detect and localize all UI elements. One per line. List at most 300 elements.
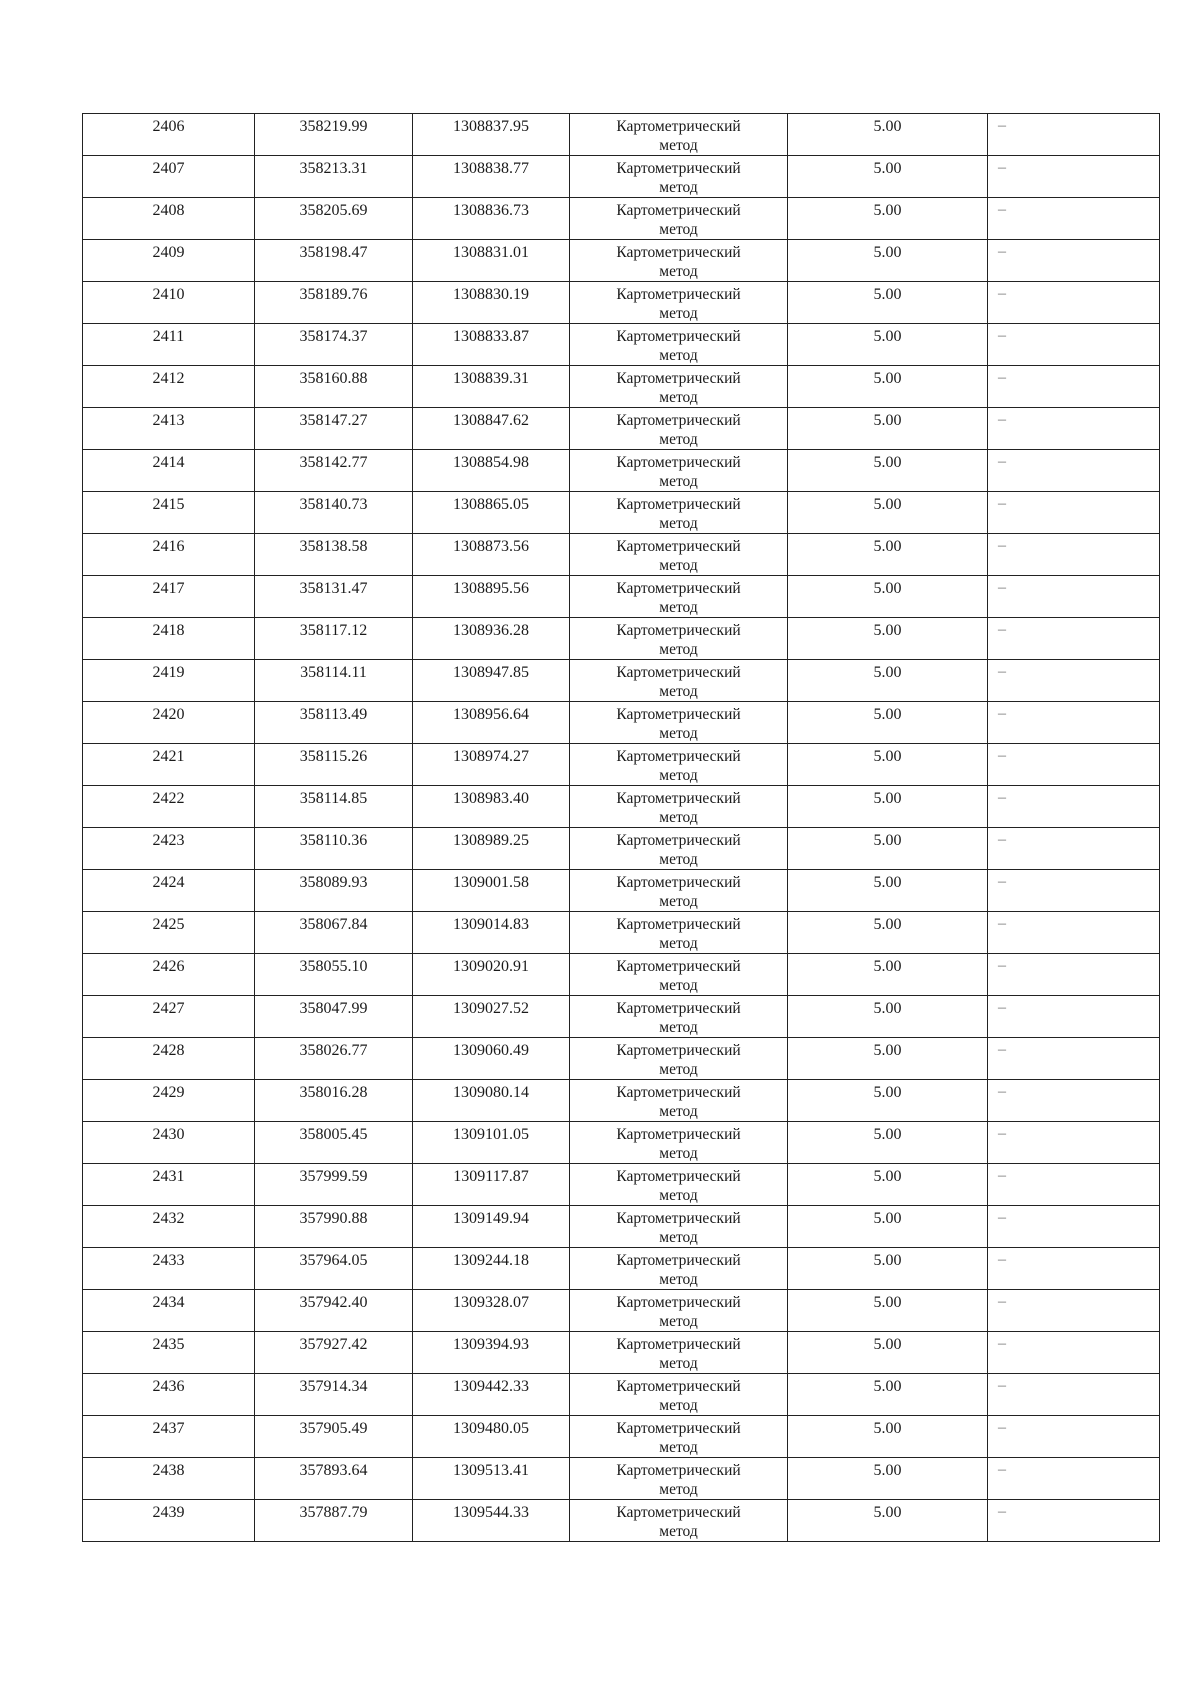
point-number: 2439 bbox=[152, 1504, 185, 1521]
method-line-1: Картометрический bbox=[616, 748, 741, 765]
x-coordinate-cell bbox=[255, 1416, 413, 1458]
y-coordinate: 1308974.27 bbox=[453, 748, 529, 765]
accuracy-cell bbox=[788, 1500, 988, 1542]
method-line-1: Картометрический bbox=[616, 454, 741, 471]
method-line-2: метод bbox=[659, 767, 698, 784]
y-coordinate-cell bbox=[413, 870, 570, 912]
method-line-1: Картометрический bbox=[616, 916, 741, 933]
x-coordinate-cell bbox=[255, 198, 413, 240]
method-line-2: метод bbox=[659, 1355, 698, 1372]
method-line-1: Картометрический bbox=[616, 874, 741, 891]
y-coordinate-cell bbox=[413, 534, 570, 576]
x-coordinate-cell bbox=[255, 1458, 413, 1500]
accuracy-value: 5.00 bbox=[873, 1126, 902, 1143]
method-line-2: метод bbox=[659, 1145, 698, 1162]
point-number: 2423 bbox=[152, 832, 185, 849]
point-number: 2421 bbox=[152, 748, 185, 765]
method-line-1: Картометрический bbox=[616, 958, 741, 975]
y-coordinate: 1309513.41 bbox=[453, 1462, 529, 1479]
method-line-2: метод bbox=[659, 683, 698, 700]
note-cell bbox=[988, 744, 1160, 786]
method-line-2: метод bbox=[659, 305, 698, 322]
x-coordinate: 357914.34 bbox=[299, 1378, 368, 1395]
table-row bbox=[83, 870, 1160, 912]
accuracy-cell bbox=[788, 618, 988, 660]
point-number-cell bbox=[83, 1332, 255, 1374]
point-number: 2433 bbox=[152, 1252, 185, 1269]
accuracy-value: 5.00 bbox=[873, 622, 902, 639]
note-cell bbox=[988, 786, 1160, 828]
point-number: 2410 bbox=[152, 286, 185, 303]
y-coordinate-cell bbox=[413, 828, 570, 870]
method-cell bbox=[570, 324, 788, 366]
note-cell bbox=[988, 828, 1160, 870]
point-number-cell bbox=[83, 1458, 255, 1500]
method-line-1: Картометрический bbox=[616, 244, 741, 261]
method-cell bbox=[570, 534, 788, 576]
method-cell bbox=[570, 954, 788, 996]
point-number-cell bbox=[83, 1248, 255, 1290]
accuracy-cell bbox=[788, 870, 988, 912]
table-row bbox=[83, 156, 1160, 198]
x-coordinate: 357927.42 bbox=[299, 1336, 368, 1353]
note-cell bbox=[988, 618, 1160, 660]
method-cell bbox=[570, 1080, 788, 1122]
point-number: 2413 bbox=[152, 412, 185, 429]
accuracy-value: 5.00 bbox=[873, 916, 902, 933]
point-number-cell bbox=[83, 492, 255, 534]
method-cell bbox=[570, 1374, 788, 1416]
y-coordinate: 1309001.58 bbox=[453, 874, 529, 891]
point-number: 2416 bbox=[152, 538, 185, 555]
method-cell bbox=[570, 1416, 788, 1458]
method-line-1: Картометрический bbox=[616, 706, 741, 723]
x-coordinate: 358142.77 bbox=[299, 454, 368, 471]
note-cell bbox=[988, 1500, 1160, 1542]
accuracy-cell bbox=[788, 198, 988, 240]
method-line-1: Картометрический bbox=[616, 412, 741, 429]
table-row bbox=[83, 786, 1160, 828]
note-cell bbox=[988, 1290, 1160, 1332]
note-value: – bbox=[998, 1293, 1006, 1310]
accuracy-cell bbox=[788, 576, 988, 618]
x-coordinate-cell bbox=[255, 1038, 413, 1080]
note-value: – bbox=[998, 1209, 1006, 1226]
method-cell bbox=[570, 744, 788, 786]
accuracy-value: 5.00 bbox=[873, 790, 902, 807]
point-number-cell bbox=[83, 1080, 255, 1122]
table-row bbox=[83, 1500, 1160, 1542]
point-number: 2434 bbox=[152, 1294, 185, 1311]
method-line-2: метод bbox=[659, 347, 698, 364]
point-number-cell bbox=[83, 1206, 255, 1248]
x-coordinate-cell bbox=[255, 240, 413, 282]
note-cell bbox=[988, 1458, 1160, 1500]
point-number-cell bbox=[83, 828, 255, 870]
point-number: 2418 bbox=[152, 622, 185, 639]
y-coordinate: 1308983.40 bbox=[453, 790, 529, 807]
note-value: – bbox=[998, 537, 1006, 554]
point-number-cell bbox=[83, 954, 255, 996]
x-coordinate: 358213.31 bbox=[299, 160, 368, 177]
point-number: 2429 bbox=[152, 1084, 185, 1101]
note-cell bbox=[988, 1038, 1160, 1080]
method-line-2: метод bbox=[659, 221, 698, 238]
accuracy-value: 5.00 bbox=[873, 328, 902, 345]
x-coordinate-cell bbox=[255, 492, 413, 534]
method-line-2: метод bbox=[659, 389, 698, 406]
x-coordinate-cell bbox=[255, 618, 413, 660]
accuracy-cell bbox=[788, 1248, 988, 1290]
x-coordinate: 358089.93 bbox=[299, 874, 368, 891]
y-coordinate-cell bbox=[413, 1038, 570, 1080]
accuracy-value: 5.00 bbox=[873, 580, 902, 597]
accuracy-value: 5.00 bbox=[873, 286, 902, 303]
x-coordinate: 357887.79 bbox=[299, 1504, 368, 1521]
accuracy-value: 5.00 bbox=[873, 832, 902, 849]
accuracy-cell bbox=[788, 744, 988, 786]
point-number-cell bbox=[83, 702, 255, 744]
note-value: – bbox=[998, 495, 1006, 512]
method-cell bbox=[570, 1122, 788, 1164]
accuracy-cell bbox=[788, 1122, 988, 1164]
x-coordinate: 358174.37 bbox=[299, 328, 368, 345]
y-coordinate: 1309027.52 bbox=[453, 1000, 529, 1017]
x-coordinate: 357999.59 bbox=[299, 1168, 368, 1185]
note-value: – bbox=[998, 411, 1006, 428]
accuracy-cell bbox=[788, 1080, 988, 1122]
point-number-cell bbox=[83, 198, 255, 240]
note-cell bbox=[988, 114, 1160, 156]
y-coordinate-cell bbox=[413, 702, 570, 744]
table-row bbox=[83, 702, 1160, 744]
note-value: – bbox=[998, 621, 1006, 638]
y-coordinate-cell bbox=[413, 1290, 570, 1332]
x-coordinate-cell bbox=[255, 702, 413, 744]
method-line-1: Картометрический bbox=[616, 1336, 741, 1353]
method-line-2: метод bbox=[659, 1229, 698, 1246]
method-cell bbox=[570, 1038, 788, 1080]
accuracy-cell bbox=[788, 1164, 988, 1206]
x-coordinate-cell bbox=[255, 282, 413, 324]
note-value: – bbox=[998, 1041, 1006, 1058]
accuracy-cell bbox=[788, 282, 988, 324]
table-row bbox=[83, 1080, 1160, 1122]
y-coordinate: 1308847.62 bbox=[453, 412, 529, 429]
point-number-cell bbox=[83, 366, 255, 408]
x-coordinate-cell bbox=[255, 912, 413, 954]
x-coordinate: 358205.69 bbox=[299, 202, 368, 219]
method-line-2: метод bbox=[659, 1397, 698, 1414]
method-line-2: метод bbox=[659, 557, 698, 574]
point-number: 2431 bbox=[152, 1168, 185, 1185]
note-cell bbox=[988, 1416, 1160, 1458]
method-line-2: метод bbox=[659, 977, 698, 994]
point-number: 2411 bbox=[152, 328, 185, 345]
point-number-cell bbox=[83, 324, 255, 366]
accuracy-cell bbox=[788, 1290, 988, 1332]
note-value: – bbox=[998, 243, 1006, 260]
point-number-cell bbox=[83, 912, 255, 954]
y-coordinate: 1309149.94 bbox=[453, 1210, 529, 1227]
x-coordinate-cell bbox=[255, 1164, 413, 1206]
x-coordinate: 358114.85 bbox=[299, 790, 368, 807]
x-coordinate: 358047.99 bbox=[299, 1000, 368, 1017]
note-cell bbox=[988, 282, 1160, 324]
y-coordinate-cell bbox=[413, 1206, 570, 1248]
method-line-1: Картометрический bbox=[616, 1462, 741, 1479]
table-row bbox=[83, 828, 1160, 870]
y-coordinate: 1308895.56 bbox=[453, 580, 529, 597]
note-cell bbox=[988, 1122, 1160, 1164]
accuracy-cell bbox=[788, 450, 988, 492]
y-coordinate-cell bbox=[413, 996, 570, 1038]
note-value: – bbox=[998, 1419, 1006, 1436]
note-value: – bbox=[998, 915, 1006, 932]
table-row bbox=[83, 1332, 1160, 1374]
table-row bbox=[83, 408, 1160, 450]
x-coordinate-cell bbox=[255, 1374, 413, 1416]
note-value: – bbox=[998, 369, 1006, 386]
accuracy-value: 5.00 bbox=[873, 1378, 902, 1395]
method-line-1: Картометрический bbox=[616, 622, 741, 639]
y-coordinate: 1309442.33 bbox=[453, 1378, 529, 1395]
note-value: – bbox=[998, 999, 1006, 1016]
point-number: 2427 bbox=[152, 1000, 185, 1017]
method-line-2: метод bbox=[659, 137, 698, 154]
method-cell bbox=[570, 996, 788, 1038]
table-row bbox=[83, 954, 1160, 996]
point-number-cell bbox=[83, 450, 255, 492]
y-coordinate: 1308833.87 bbox=[453, 328, 529, 345]
method-cell bbox=[570, 156, 788, 198]
method-cell bbox=[570, 282, 788, 324]
point-number-cell bbox=[83, 996, 255, 1038]
accuracy-cell bbox=[788, 828, 988, 870]
y-coordinate-cell bbox=[413, 492, 570, 534]
y-coordinate-cell bbox=[413, 324, 570, 366]
method-line-2: метод bbox=[659, 599, 698, 616]
method-line-1: Картометрический bbox=[616, 1000, 741, 1017]
point-number-cell bbox=[83, 282, 255, 324]
y-coordinate: 1308831.01 bbox=[453, 244, 529, 261]
table-row bbox=[83, 1416, 1160, 1458]
x-coordinate: 358026.77 bbox=[299, 1042, 368, 1059]
accuracy-value: 5.00 bbox=[873, 1252, 902, 1269]
y-coordinate: 1308830.19 bbox=[453, 286, 529, 303]
method-cell bbox=[570, 828, 788, 870]
y-coordinate-cell bbox=[413, 240, 570, 282]
method-line-2: метод bbox=[659, 179, 698, 196]
method-line-1: Картометрический bbox=[616, 664, 741, 681]
method-cell bbox=[570, 198, 788, 240]
point-number: 2420 bbox=[152, 706, 185, 723]
y-coordinate: 1308865.05 bbox=[453, 496, 529, 513]
note-value: – bbox=[998, 285, 1006, 302]
note-cell bbox=[988, 198, 1160, 240]
note-value: – bbox=[998, 327, 1006, 344]
table-row bbox=[83, 576, 1160, 618]
x-coordinate-cell bbox=[255, 366, 413, 408]
note-value: – bbox=[998, 873, 1006, 890]
x-coordinate: 358110.36 bbox=[299, 832, 368, 849]
method-line-1: Картометрический bbox=[616, 1378, 741, 1395]
method-line-1: Картометрический bbox=[616, 1168, 741, 1185]
method-line-2: метод bbox=[659, 1481, 698, 1498]
x-coordinate-cell bbox=[255, 996, 413, 1038]
method-cell bbox=[570, 408, 788, 450]
method-line-2: метод bbox=[659, 1103, 698, 1120]
x-coordinate-cell bbox=[255, 744, 413, 786]
y-coordinate: 1308989.25 bbox=[453, 832, 529, 849]
method-line-2: метод bbox=[659, 263, 698, 280]
table-row bbox=[83, 1038, 1160, 1080]
note-cell bbox=[988, 1206, 1160, 1248]
y-coordinate-cell bbox=[413, 660, 570, 702]
note-cell bbox=[988, 870, 1160, 912]
x-coordinate-cell bbox=[255, 870, 413, 912]
y-coordinate-cell bbox=[413, 282, 570, 324]
method-line-1: Картометрический bbox=[616, 1294, 741, 1311]
note-cell bbox=[988, 1080, 1160, 1122]
point-number: 2428 bbox=[152, 1042, 185, 1059]
method-line-2: метод bbox=[659, 1271, 698, 1288]
method-line-2: метод bbox=[659, 1187, 698, 1204]
point-number-cell bbox=[83, 240, 255, 282]
point-number-cell bbox=[83, 156, 255, 198]
table-row bbox=[83, 744, 1160, 786]
method-line-2: метод bbox=[659, 1061, 698, 1078]
method-cell bbox=[570, 1290, 788, 1332]
point-number: 2408 bbox=[152, 202, 185, 219]
accuracy-value: 5.00 bbox=[873, 412, 902, 429]
x-coordinate-cell bbox=[255, 1290, 413, 1332]
method-cell bbox=[570, 912, 788, 954]
note-cell bbox=[988, 366, 1160, 408]
y-coordinate-cell bbox=[413, 1248, 570, 1290]
y-coordinate-cell bbox=[413, 198, 570, 240]
x-coordinate-cell bbox=[255, 1248, 413, 1290]
y-coordinate-cell bbox=[413, 450, 570, 492]
y-coordinate: 1309480.05 bbox=[453, 1420, 529, 1437]
point-number: 2407 bbox=[152, 160, 185, 177]
point-number-cell bbox=[83, 1038, 255, 1080]
method-line-2: метод bbox=[659, 851, 698, 868]
table-row bbox=[83, 618, 1160, 660]
method-line-1: Картометрический bbox=[616, 580, 741, 597]
y-coordinate: 1308839.31 bbox=[453, 370, 529, 387]
table-row bbox=[83, 1122, 1160, 1164]
accuracy-value: 5.00 bbox=[873, 1042, 902, 1059]
note-value: – bbox=[998, 1251, 1006, 1268]
x-coordinate-cell bbox=[255, 1332, 413, 1374]
note-cell bbox=[988, 156, 1160, 198]
y-coordinate-cell bbox=[413, 1416, 570, 1458]
accuracy-value: 5.00 bbox=[873, 370, 902, 387]
y-coordinate: 1309020.91 bbox=[453, 958, 529, 975]
note-value: – bbox=[998, 579, 1006, 596]
method-cell bbox=[570, 870, 788, 912]
table-row bbox=[83, 1206, 1160, 1248]
accuracy-cell bbox=[788, 702, 988, 744]
point-number: 2415 bbox=[152, 496, 185, 513]
note-cell bbox=[988, 702, 1160, 744]
method-line-1: Картометрический bbox=[616, 832, 741, 849]
accuracy-value: 5.00 bbox=[873, 664, 902, 681]
accuracy-value: 5.00 bbox=[873, 1462, 902, 1479]
accuracy-cell bbox=[788, 324, 988, 366]
method-line-1: Картометрический bbox=[616, 328, 741, 345]
method-cell bbox=[570, 1500, 788, 1542]
method-line-1: Картометрический bbox=[616, 790, 741, 807]
point-number-cell bbox=[83, 870, 255, 912]
table-row bbox=[83, 324, 1160, 366]
method-cell bbox=[570, 1248, 788, 1290]
method-cell bbox=[570, 576, 788, 618]
y-coordinate: 1308947.85 bbox=[453, 664, 529, 681]
y-coordinate-cell bbox=[413, 114, 570, 156]
y-coordinate-cell bbox=[413, 1500, 570, 1542]
x-coordinate: 357942.40 bbox=[299, 1294, 368, 1311]
point-number: 2430 bbox=[152, 1126, 185, 1143]
point-number-cell bbox=[83, 1122, 255, 1164]
accuracy-value: 5.00 bbox=[873, 118, 902, 135]
point-number-cell bbox=[83, 114, 255, 156]
y-coordinate-cell bbox=[413, 744, 570, 786]
y-coordinate-cell bbox=[413, 954, 570, 996]
y-coordinate: 1308873.56 bbox=[453, 538, 529, 555]
note-cell bbox=[988, 492, 1160, 534]
note-value: – bbox=[998, 663, 1006, 680]
accuracy-value: 5.00 bbox=[873, 454, 902, 471]
table-row bbox=[83, 1290, 1160, 1332]
method-line-1: Картометрический bbox=[616, 538, 741, 555]
y-coordinate-cell bbox=[413, 786, 570, 828]
accuracy-cell bbox=[788, 114, 988, 156]
x-coordinate-cell bbox=[255, 576, 413, 618]
accuracy-cell bbox=[788, 996, 988, 1038]
point-number: 2419 bbox=[152, 664, 185, 681]
note-cell bbox=[988, 1248, 1160, 1290]
x-coordinate-cell bbox=[255, 1122, 413, 1164]
point-number-cell bbox=[83, 1500, 255, 1542]
x-coordinate: 358117.12 bbox=[299, 622, 368, 639]
x-coordinate-cell bbox=[255, 450, 413, 492]
note-cell bbox=[988, 450, 1160, 492]
note-value: – bbox=[998, 453, 1006, 470]
y-coordinate: 1309117.87 bbox=[453, 1168, 529, 1185]
method-cell bbox=[570, 702, 788, 744]
x-coordinate: 357990.88 bbox=[299, 1210, 368, 1227]
method-cell bbox=[570, 114, 788, 156]
method-line-1: Картометрический bbox=[616, 202, 741, 219]
x-coordinate: 358055.10 bbox=[299, 958, 368, 975]
accuracy-cell bbox=[788, 660, 988, 702]
y-coordinate-cell bbox=[413, 1374, 570, 1416]
y-coordinate: 1309328.07 bbox=[453, 1294, 529, 1311]
method-line-1: Картометрический bbox=[616, 1210, 741, 1227]
accuracy-cell bbox=[788, 492, 988, 534]
method-line-1: Картометрический bbox=[616, 1252, 741, 1269]
y-coordinate: 1308936.28 bbox=[453, 622, 529, 639]
y-coordinate-cell bbox=[413, 1080, 570, 1122]
x-coordinate: 358067.84 bbox=[299, 916, 368, 933]
method-line-1: Картометрический bbox=[616, 1042, 741, 1059]
method-line-2: метод bbox=[659, 1019, 698, 1036]
method-line-1: Картометрический bbox=[616, 370, 741, 387]
method-cell bbox=[570, 1164, 788, 1206]
table-row bbox=[83, 912, 1160, 954]
